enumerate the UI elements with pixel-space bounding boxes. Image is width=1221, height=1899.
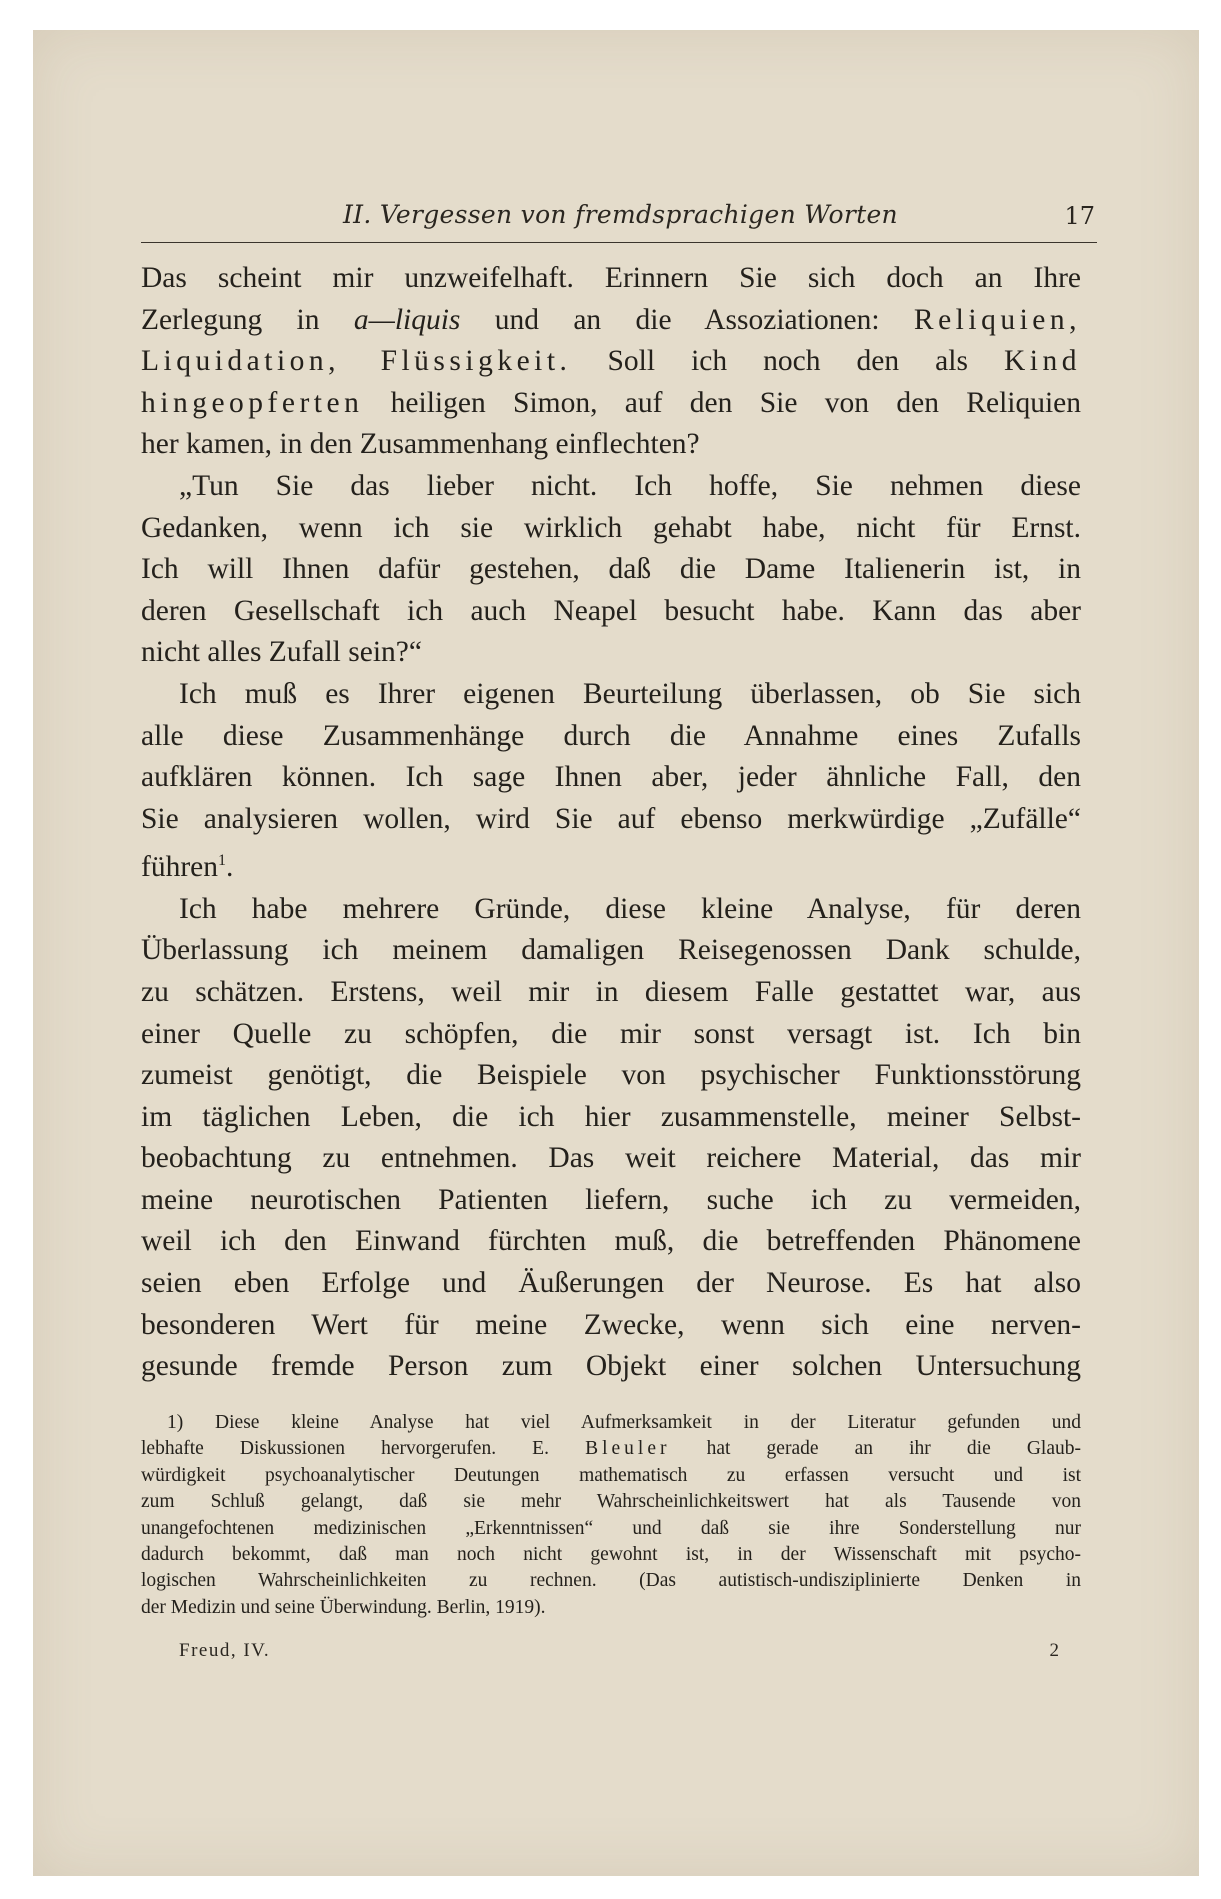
spaced-name: Bleuler [585, 1438, 671, 1460]
main-text [141, 258, 1081, 1388]
text-line: Zerlegung in a—liquis und an die Assoziationen: Reliquien, [141, 303, 1081, 336]
text-line: Ich muß es Ihrer eigenen Beurteilung überlassen, ob Sie sich [179, 677, 1081, 710]
text-line: alle diese Zusammenhänge durch die Annahme eines Zufalls [141, 719, 1081, 752]
text-line: Liquidation, Flüssigkeit. Soll ich noch den als Kind [141, 345, 1081, 378]
text-line: her kamen, in den Zusammenhang einflechten? [141, 428, 700, 461]
emphasis-word: a—liquis [353, 303, 461, 336]
text-line: zu schätzen. Erstens, weil mir in diesem Falle gestattet war, aus [141, 975, 1081, 1008]
spaced-word: hingeopferten [141, 386, 364, 419]
text-line: meine neurotischen Patienten liefern, suche ich zu vermeiden, [141, 1183, 1081, 1216]
footnote-line: dadurch bekommt, daß man noch nicht gewohnt ist, in der Wissenschaft mit psycho- [141, 1544, 1081, 1566]
text-line: im täglichen Leben, die ich hier zusammenstelle, meiner Selbst- [141, 1100, 1081, 1133]
text-line: zumeist genötigt, die Beispiele von psychischer Funktionsstörung [141, 1059, 1081, 1092]
text-line: Überlassung ich meinem damaligen Reisegenossen Dank schulde, [141, 934, 1081, 967]
text-line: einer Quelle zu schöpfen, die mir sonst versagt ist. Ich bin [141, 1017, 1081, 1050]
footnote-line: lebhafte Diskussionen hervorgerufen. E. Bleuler hat gerade an ihr die Glaub- [141, 1438, 1081, 1460]
text-line: Gedanken, wenn ich sie wirklich gehabt habe, nicht für Ernst. [141, 511, 1081, 544]
text-line: weil ich den Einwand fürchten muß, die betreffenden Phänomene [141, 1225, 1081, 1258]
signature-number: 2 [1049, 1640, 1059, 1661]
text-line: gesunde fremde Person zum Objekt einer solchen Untersuchung [141, 1350, 1081, 1383]
text-line: „Tun Sie das lieber nicht. Ich hoffe, Sie nehmen diese [179, 469, 1081, 502]
text-line: seien eben Erfolge und Äußerungen der Neurose. Es hat also [141, 1267, 1081, 1300]
text-line: beobachtung zu entnehmen. Das weit reichere Material, das mir [141, 1142, 1081, 1175]
text-line: nicht alles Zufall sein?“ [141, 636, 422, 669]
footnote-line: 1) Diese kleine Analyse hat viel Aufmerksamkeit in der Literatur gefunden und [167, 1412, 1081, 1433]
book-page [33, 30, 1199, 1876]
printer-signature [179, 1640, 1059, 1662]
footnote-marker: 1 [218, 852, 226, 870]
text-line: Sie analysieren wollen, wird Sie auf ebenso merkwürdige „Zufälle“ [141, 802, 1081, 835]
spaced-word: Liquidation, Flüssigkeit. [141, 345, 572, 378]
footnote-line: würdigkeit psychoanalytischer Deutungen mathematisch zu erfassen versucht und ist [141, 1464, 1081, 1486]
footnote [141, 1410, 1081, 1621]
text-line: Ich habe mehrere Gründe, diese kleine Analyse, für deren [179, 892, 1081, 925]
spaced-word: Kind [1004, 345, 1081, 378]
text-line: hingeopferten heiligen Simon, auf den Sie von den Reliquien [141, 386, 1081, 419]
page-header [141, 180, 1097, 243]
text-line: Ich will Ihnen dafür gestehen, daß die Dame Italienerin ist, in [141, 553, 1081, 586]
running-title: II. Vergessen von fremdsprachigen Worten [343, 200, 898, 229]
footnote-line: logischen Wahrscheinlichkeiten zu rechnen. (Das autistisch-undisziplinierte Denken in [141, 1570, 1081, 1592]
signature-mark: Freud, IV. [179, 1640, 271, 1661]
footnote-line: unangefochtenen medizinischen „Erkenntnissen“ und daß sie ihre Sonderstellung nur [141, 1517, 1081, 1539]
text-line: besonderen Wert für meine Zwecke, wenn sich eine nerven- [141, 1308, 1081, 1341]
page-number: 17 [1064, 202, 1095, 230]
text-line: deren Gesellschaft ich auch Neapel besucht habe. Kann das aber [141, 594, 1081, 627]
text-line: aufklären können. Ich sage Ihnen aber, jeder ähnliche Fall, den [141, 761, 1081, 794]
spaced-word: Reliquien, [913, 303, 1081, 336]
text-line: führen$^1$. [141, 851, 234, 884]
text-line: Das scheint mir unzweifelhaft. Erinnern Sie sich doch an Ihre [141, 262, 1081, 294]
footnote-line: zum Schluß gelangt, daß sie mehr Wahrscheinlichkeitswert hat als Tausende von [141, 1491, 1081, 1513]
footnote-line: der Medizin und seine Überwindung. Berlin, 1919). [141, 1596, 546, 1618]
